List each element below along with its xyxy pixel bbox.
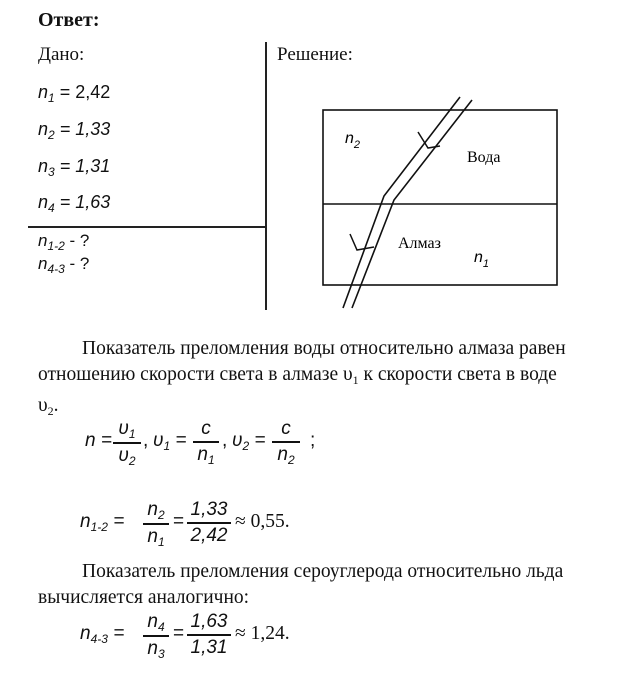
upper-index-label: $n_2$ xyxy=(345,130,361,151)
given-find-divider xyxy=(28,226,265,228)
wavefront-mark-lower xyxy=(350,234,374,250)
paragraph-1-line-1: Показатель преломления воды относительно алмаза равен xyxy=(82,338,566,359)
paragraph-2-line-1: Показатель преломления сероуглерода относительно льда xyxy=(82,561,564,582)
given-n1: $n_1 = 2,42$ xyxy=(38,82,111,105)
ray-left-edge xyxy=(343,97,460,308)
column-divider xyxy=(265,42,267,310)
vessel-outline xyxy=(323,110,557,285)
fraction-n4-n3: $n_4$ $n_3$ xyxy=(143,611,169,661)
given-n3: $n_3 = 1,31$ xyxy=(38,156,111,179)
solution-heading: Решение: xyxy=(277,44,353,65)
paragraph-2-line-2: вычисляется аналогично: xyxy=(38,587,250,608)
given-n4: $n_4 = 1,63$ xyxy=(38,192,111,215)
find-n43: $n_{4-3}$ - ? xyxy=(38,254,90,276)
fraction-c-n1: c $n_1$ xyxy=(193,418,219,467)
diamond-label: Алмаз xyxy=(398,235,441,252)
paragraph-1-line-3: $\upsilon_2$. xyxy=(38,395,59,418)
paragraph-1-line-2: отношению скорости света в алмазе $\upsilon_1$ к скорости света в воде xyxy=(38,364,557,387)
fraction-133-242: 1,33 2,42 xyxy=(187,499,231,547)
find-n12: $n_{1-2}$ - ? xyxy=(38,231,90,253)
fraction-v1-v2: $\upsilon_1$ $\upsilon_2$ xyxy=(113,418,141,468)
fraction-c-n2: c $n_2$ xyxy=(272,418,300,467)
water-label: Вода xyxy=(467,149,501,166)
given-heading: Дано: xyxy=(38,44,85,65)
refraction-diagram xyxy=(300,90,570,315)
paragraph-1 xyxy=(38,336,618,424)
given-n2: $n_2 = 1,33$ xyxy=(38,119,111,142)
paragraph-2 xyxy=(38,559,618,611)
fraction-n2-n1: $n_2$ $n_1$ xyxy=(143,499,169,549)
fraction-163-131: 1,63 1,31 xyxy=(187,611,231,659)
answer-title: Ответ: xyxy=(38,9,100,31)
lower-index-label: $n_1$ xyxy=(474,249,490,270)
